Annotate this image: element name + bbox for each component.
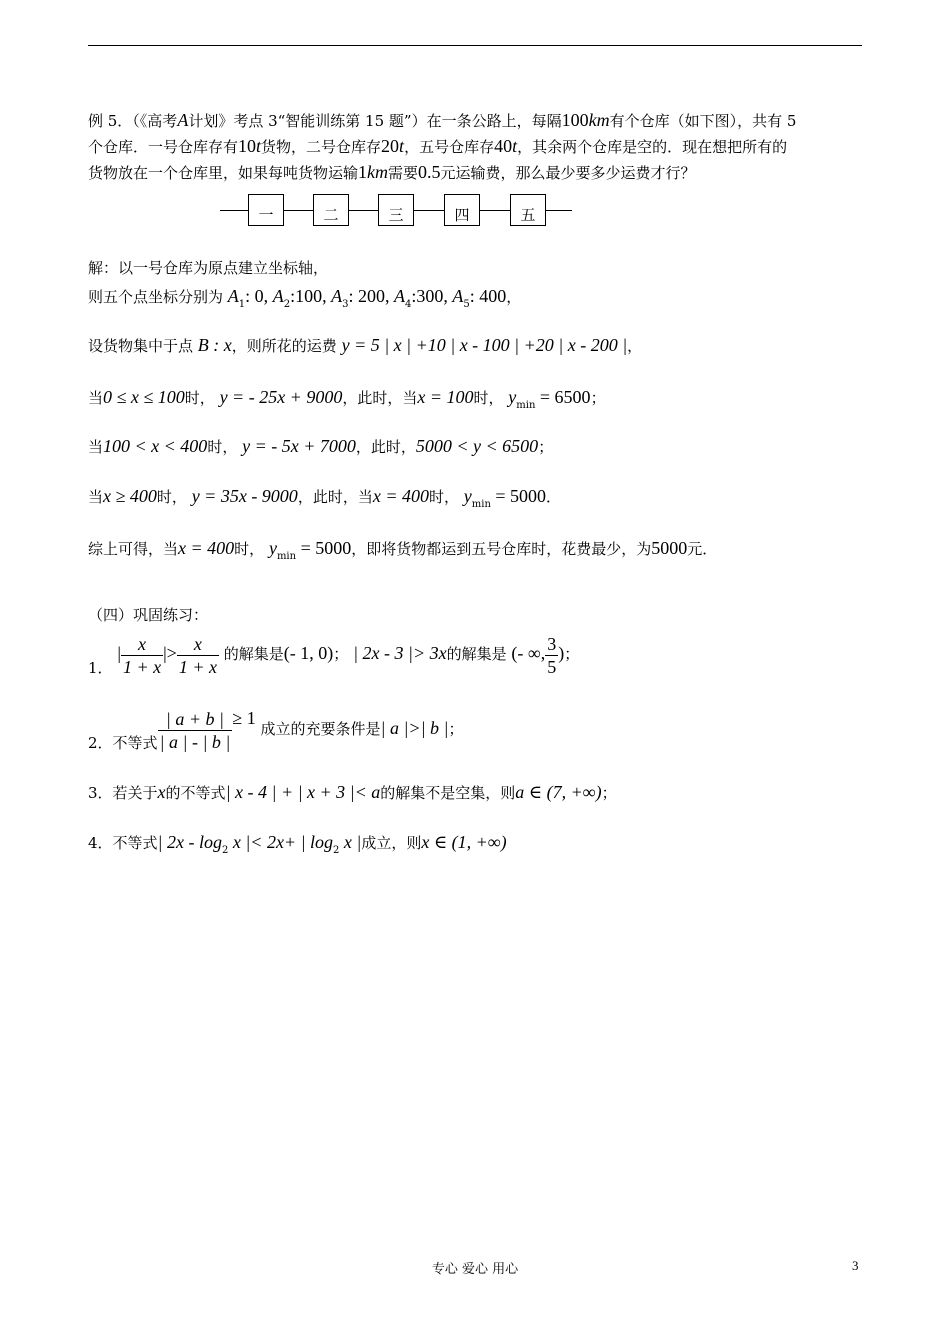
math: y = 5 | x | +10 | x - 100 | +20 | x - 200 | (341, 335, 628, 355)
solution-line-3 (88, 335, 642, 356)
text: ， (506, 288, 522, 306)
text: 成立，则 (361, 834, 422, 852)
text: 综上可得，当 (88, 540, 179, 558)
denominator: | a | - | b | (159, 731, 231, 752)
text: 4．不等式 (88, 834, 158, 852)
text: ； (564, 645, 580, 663)
subscript: 2 (333, 845, 340, 856)
text: 1． (88, 659, 113, 677)
math: 20 (381, 136, 400, 156)
math: y = - 5x + 7000 (242, 436, 356, 456)
math: = 5000 (296, 538, 352, 558)
math: | x - 4 | + | x + 3 |< a (225, 782, 381, 802)
text: 的解集不是空集，则 (380, 784, 516, 802)
fraction (158, 708, 233, 753)
page-number: 3 (852, 1258, 859, 1273)
solution-line-7 (88, 538, 717, 562)
text: ； (448, 720, 464, 738)
math: 100 (561, 110, 589, 130)
math: 0 ≤ x ≤ 100 (103, 387, 185, 407)
math: t (256, 136, 262, 156)
solution-line-4 (88, 387, 606, 411)
warehouse-box: 四 (444, 194, 480, 226)
example-line-2 (88, 136, 787, 157)
practice-item-1 (88, 630, 579, 678)
solution-line-1: 解：以一号仓库为原点建立坐标轴， (88, 259, 329, 277)
math: y = - 25x + 9000 (219, 387, 343, 407)
math: 100 < x < 400 (103, 436, 208, 456)
fraction (545, 633, 558, 678)
subscript: 1 (238, 299, 246, 310)
math: :100, (290, 286, 332, 306)
numerator: x (177, 633, 219, 656)
math: x ≥ 400 (103, 486, 157, 506)
math: 5000 (651, 538, 688, 558)
math: x |< 2x+ | log (228, 832, 334, 852)
text: 成立的充要条件是 (260, 720, 381, 738)
text: ，即将货物都运到五号仓库时，花费最少，为 (351, 540, 652, 558)
example-line-1 (88, 110, 796, 131)
text: ，五号仓库存 (404, 138, 495, 156)
math: A (177, 110, 189, 130)
text: 时， (156, 488, 187, 506)
text: 的不等式 (165, 784, 226, 802)
math: |> (163, 643, 177, 663)
math: x ∈ (1, +∞) (421, 832, 507, 852)
text: 货物，二号仓库存 (261, 138, 382, 156)
text: ，则所花的运费 (231, 337, 337, 355)
text: 元． (687, 540, 718, 558)
practice-item-3 (88, 782, 617, 803)
fraction (121, 633, 163, 678)
fraction (177, 633, 219, 678)
numerator: | a + b | (158, 708, 233, 731)
solution-line-6 (88, 486, 561, 510)
text: 元运输费，那么最少要多少运费才行？ (440, 164, 696, 182)
math: ) (558, 643, 565, 663)
warehouse-box: 三 (378, 194, 414, 226)
text: 货物放在一个仓库里，如果每吨货物运输 (88, 164, 359, 182)
text: ； (538, 438, 554, 456)
numerator: x (121, 633, 163, 656)
text: 当 (88, 389, 104, 407)
text: 3．若关于 (88, 784, 158, 802)
math: 5000 < y < 6500 (415, 436, 539, 456)
solution-line-2 (88, 286, 521, 310)
text: ， (627, 337, 643, 355)
practice-heading: （四）巩固练习： (88, 606, 209, 624)
math: A (331, 286, 343, 306)
page-footer: 专心 爱心 用心 (431, 1262, 519, 1277)
math: y (463, 486, 472, 506)
math: A (227, 286, 239, 306)
text: ． (546, 488, 562, 506)
text: ，此时， (355, 438, 416, 456)
text: 当 (88, 488, 104, 506)
math: x | (339, 832, 362, 852)
math: 10 (238, 136, 257, 156)
text: ； (601, 784, 617, 802)
math: : 0, (245, 286, 273, 306)
math: (- ∞, (511, 643, 546, 663)
math: A (452, 286, 464, 306)
solution-line-5 (88, 436, 553, 457)
text: ； (333, 645, 349, 663)
text: 时， (234, 540, 265, 558)
math: x (157, 782, 166, 802)
denominator: 1 + x (178, 656, 217, 677)
math: a ∈ (7, +∞) (515, 782, 602, 802)
subscript: 4 (404, 299, 412, 310)
math: y (508, 387, 517, 407)
math: (- 1, 0) (283, 643, 334, 663)
practice-item-2 (88, 705, 464, 753)
text: ，此时，当 (297, 488, 373, 506)
text: ； (590, 389, 606, 407)
math: = 6500 (535, 387, 591, 407)
math: A (272, 286, 284, 306)
text: 设货物集中于点 (88, 337, 194, 355)
math: B : x (197, 335, 232, 355)
math: | a |>| b | (380, 718, 449, 738)
text: 则五个点坐标分别为 (88, 288, 224, 306)
math: 1 (358, 162, 368, 182)
math: ≥ 1 (232, 708, 256, 728)
text: 个仓库．一号仓库存有 (88, 138, 239, 156)
example-line-3 (88, 162, 696, 183)
denominator: 1 + x (122, 656, 162, 677)
text: ，其余两个仓库是空的．现在想把所有的 (517, 138, 788, 156)
math: y = 35x - 9000 (191, 486, 298, 506)
text: 时， (473, 389, 504, 407)
numerator: 3 (547, 633, 557, 654)
subscript: min (276, 551, 297, 562)
math: x = 400 (178, 538, 235, 558)
math: A (393, 286, 405, 306)
practice-item-4 (88, 832, 507, 856)
subscript: min (471, 499, 491, 510)
warehouse-box: 二 (313, 194, 349, 226)
math: t (512, 136, 518, 156)
header-rule (88, 45, 862, 46)
math: 40 (494, 136, 513, 156)
math: | 2x - 3 |> 3x (353, 643, 447, 663)
text: 的解集是 (446, 645, 507, 663)
text: 时， (207, 438, 238, 456)
math: x = 100 (417, 387, 474, 407)
math: km (367, 162, 389, 182)
subscript: 5 (463, 299, 470, 310)
math: t (399, 136, 405, 156)
text: 例 5．（《高考 (88, 112, 178, 130)
math: = 5000 (490, 486, 547, 506)
subscript: 2 (283, 299, 291, 310)
text: 时， (428, 488, 459, 506)
subscript: 2 (221, 845, 229, 856)
math: 0.5 (418, 162, 441, 182)
math: y (268, 538, 277, 558)
warehouse-box: 一 (248, 194, 284, 226)
math: | 2x - log (157, 832, 222, 852)
denominator: 5 (547, 656, 557, 677)
math: :300, (411, 286, 453, 306)
math: : 400 (469, 286, 507, 306)
text: 需要 (388, 164, 419, 182)
text: ，此时，当 (342, 389, 418, 407)
text: 的解集是 (223, 645, 284, 663)
subscript: 3 (342, 299, 349, 310)
text: 有个仓库（如下图），共有 5 (609, 112, 797, 130)
text: 计划》考点 3“智能训练第 15 题”）在一条公路上，每隔 (188, 112, 562, 130)
subscript: min (516, 400, 536, 411)
math: x = 400 (372, 486, 429, 506)
text: 时， (184, 389, 215, 407)
text: 当 (88, 438, 104, 456)
math: km (588, 110, 610, 130)
math: : 200, (348, 286, 394, 306)
text: 2．不等式 (88, 734, 158, 752)
math: | (117, 643, 121, 663)
warehouse-box: 五 (510, 194, 546, 226)
